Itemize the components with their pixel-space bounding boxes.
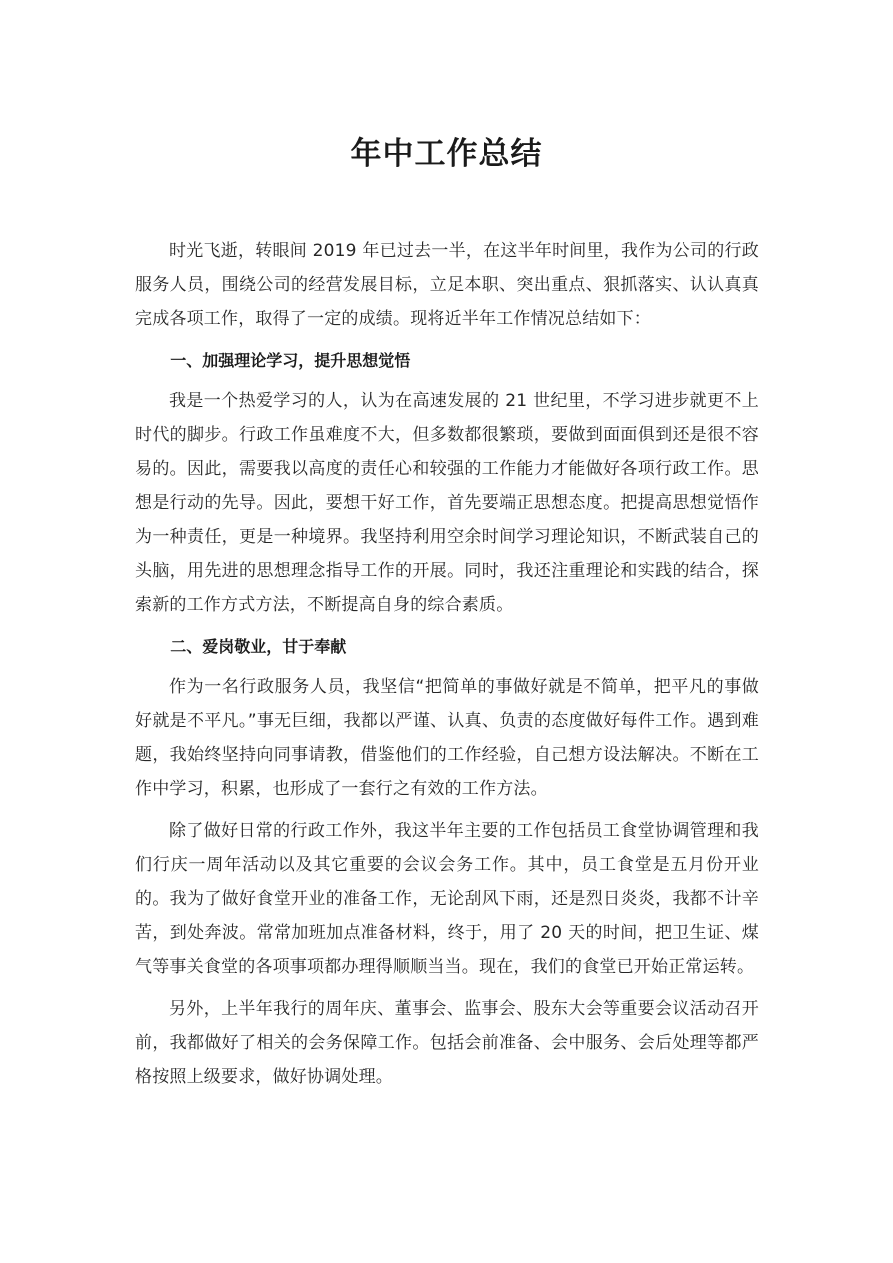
section-heading-2: 二、爱岗敬业，甘于奉献 [170,637,347,656]
section-1-paragraph: 我是一个热爱学习的人，认为在高速发展的 21 世纪里，不学习进步就更不上时代的脚步。行政工作虽难度不大，但多数都很繁琐，要做到面面俱到还是很不容易的。因此，需要我以高度的责任心和较强的工作能力才能做好各项行政工作。思想是行动的先导。因此，要想干好工作，首先要端正思想态度。把提高思想觉悟作为一种责任，更是一种境界。我坚持利用空余时间学习理论知识，不断武装自己的头脑，用先进的思想理念指导工作的开展。同时，我还注重理论和实践的结合，探索新的工作方式方法，不断提高自身的综合素质。 [135,391,759,615]
section-2-paragraph-3: 另外，上半年我行的周年庆、董事会、监事会、股东大会等重要会议活动召开前，我都做好了相关的会务保障工作。包括会前准备、会中服务、会后处理等都严格按照上级要求，做好协调处理。 [135,999,759,1087]
section-2-paragraph-2: 除了做好日常的行政工作外，我这半年主要的工作包括员工食堂协调管理和我们行庆一周年活动以及其它重要的会议会务工作。其中，员工食堂是五月份开业的。我为了做好食堂开业的准备工作，无论刮风下雨，还是烈日炎炎，我都不计辛苦，到处奔波。常常加班加点准备材料，终于，用了 20 天的时间，把卫生证、煤气等事关食堂的各项事项都办理得顺顺当当。现在，我们的食堂已开始正常运转。 [135,821,759,977]
intro-paragraph: 时光飞逝，转眼间 2019 年已过去一半，在这半年时间里，我作为公司的行政服务人员，围绕公司的经营发展目标，立足本职、突出重点、狠抓落实、认认真真完成各项工作，取得了一定的成绩。现将近半年工作情况总结如下： [135,241,759,329]
section-heading-1: 一、加强理论学习，提升思想觉悟 [170,351,411,370]
document-body [135,234,759,1102]
section-2-paragraph-1: 作为一名行政服务人员，我坚信“把简单的事做好就是不简单，把平凡的事做好就是不平凡。”事无巨细，我都以严谨、认真、负责的态度做好每件工作。遇到难题，我始终坚持向同事请教，借鉴他们的工作经验，自己想方设法解决。不断在工作中学习，积累，也形成了一套行之有效的工作方法。 [135,677,759,799]
document-title: 年中工作总结 [350,136,543,172]
